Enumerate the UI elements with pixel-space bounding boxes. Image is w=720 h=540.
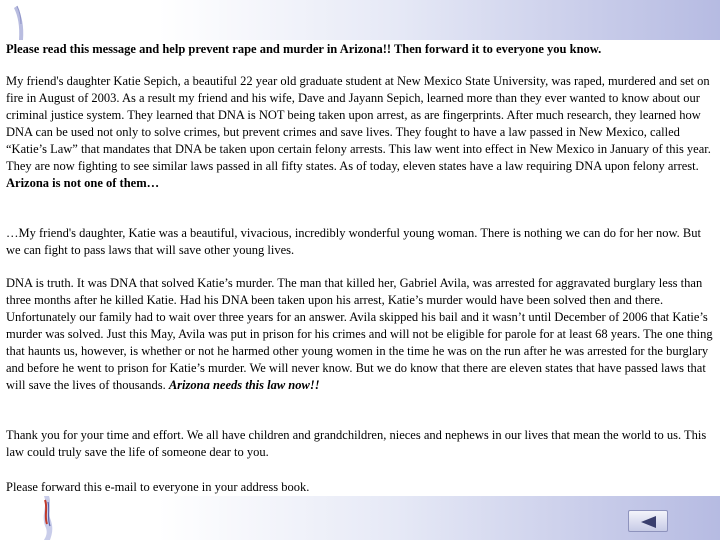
top-gradient-band <box>0 0 720 40</box>
bottom-gradient-band <box>0 496 720 540</box>
paragraph-katie-memory: …My friend's daughter, Katie was a beautiful, vivacious, incredibly wonderful young woman. There is nothing we can do for her now. But we can fight to pass laws that will save other young lives. <box>6 226 701 257</box>
paragraph-dna-truth <box>6 275 714 394</box>
arizona-needs-law-text: Arizona needs this law now!! <box>168 378 320 392</box>
paragraph-dna-truth-text: DNA is truth. It was DNA that solved Katie’s murder. The man that killed her, Gabriel Avila, was arrested for aggravated burglary less than three months after he killed Katie. Had his DNA been taken upon his arrest, Katie’s murder would have been solved then and there. Unfortunately our family had to wait over three years for an answer. Avila skipped his bail and it wasn’t until December of 2006 that Katie’s murder was solved. Just this May, Avila was put in prison for his crimes and will not be eligible for parole for at least 68 years. The one thing that haunts us, however, is whether or not he harmed other young women in the time he was on the run after he was arrested for the burglary and before he went to prison for Katie’s murder. We will never know. But we do know that there are eleven states that have passed laws that will save the lives of thousands. <box>6 276 713 392</box>
paragraph-forward-request: Please forward this e-mail to everyone in your address book. <box>6 480 310 494</box>
arizona-not-one-text: Arizona is not one of them… <box>6 176 160 190</box>
previous-slide-button[interactable] <box>628 510 668 532</box>
decorative-swoosh-icon <box>8 2 48 42</box>
paragraph-katie-story <box>6 73 714 192</box>
paragraph-katie-story-text: My friend's daughter Katie Sepich, a beautiful 22 year old graduate student at New Mexico State University, was raped, murdered and set on fire in August of 2003. As a result my friend and his wife, Dave and Jayann Sepich, learned more than they ever wanted to know about our criminal justice system. They learned that DNA is NOT being taken upon arrest, as are fingerprints. After much research, they learned how DNA can be used not only to solve crimes, but prevent crimes and save lives. They fought to have a law passed in New Mexico, called “Katie’s Law” that mandates that DNA be taken upon certain felony arrests. This law went into effect in New Mexico in January of this year. They are now fighting to see similar laws passed in all fifty states. As of today, eleven states have a law requiring DNA upon felony arrest. <box>6 74 711 173</box>
message-heading: Please read this message and help prevent rape and murder in Arizona!! Then forward it to everyone you know. <box>6 42 602 56</box>
paragraph-thank-you: Thank you for your time and effort. We all have children and grandchildren, nieces and nephews in our lives that mean the world to us. This law could truly save the life of someone dear to you. <box>6 428 707 459</box>
email-message <box>6 40 714 496</box>
decorative-ribbon-icon <box>30 494 70 540</box>
left-triangle-icon <box>640 515 658 529</box>
